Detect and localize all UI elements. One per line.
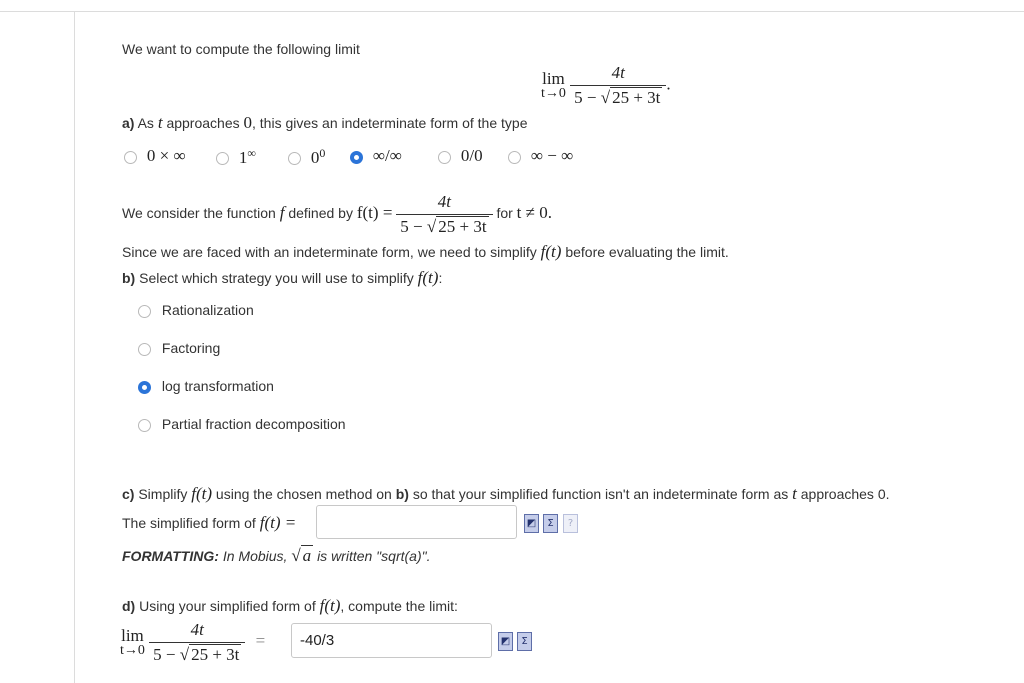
intro-text: We want to compute the following limit xyxy=(122,41,360,57)
since-text: Since we are faced with an indeterminate form, we need to simplify f(t) before evaluating the limit. xyxy=(122,242,729,261)
part-b-option-3[interactable]: Partial fraction decomposition xyxy=(138,416,346,432)
part-b-question: b) Select which strategy you will use to simplify f(t): xyxy=(122,268,443,287)
radio-a-0[interactable] xyxy=(124,151,137,164)
part-a-option-2[interactable]: $0^0$ xyxy=(288,146,325,168)
function-definition: We consider the function f defined by f(t) = $\frac{4t}{5 - √ 25 + 3t}$ for t ≠ 0. xyxy=(122,192,552,236)
part-a-option-1[interactable]: 1∞ xyxy=(216,146,256,168)
function-fraction: $\frac{4t}{5 - √ 25 + 3t}$ xyxy=(396,192,492,237)
part-d-question: d) Using your simplified form of f(t), compute the limit: xyxy=(122,596,458,615)
part-a-question: a) As t approaches 0, this gives an indeterminate form of the type xyxy=(122,113,528,132)
radio-b-1[interactable] xyxy=(138,343,151,356)
equation-editor-icon[interactable]: Σ xyxy=(517,632,532,651)
radio-b-3[interactable] xyxy=(138,419,151,432)
limit-operator: lim t→0 xyxy=(541,68,566,101)
part-b-option-1[interactable]: Factoring xyxy=(138,340,220,356)
limit-fraction: $\frac{4t}{5 - √ 25 + 3t}$ xyxy=(570,63,666,108)
left-divider xyxy=(74,12,75,683)
preview-icon[interactable]: ◩ xyxy=(498,632,513,651)
part-b-option-0[interactable]: Rationalization xyxy=(138,302,254,318)
simplified-form-input[interactable] xyxy=(316,505,517,539)
help-icon[interactable]: ? xyxy=(563,514,578,533)
top-divider xyxy=(0,11,1024,12)
radio-a-2[interactable] xyxy=(288,152,301,165)
preview-icon[interactable]: ◩ xyxy=(524,514,539,533)
equation-editor-icon[interactable]: Σ xyxy=(543,514,558,533)
radio-a-1[interactable] xyxy=(216,152,229,165)
radio-b-0[interactable] xyxy=(138,305,151,318)
part-d-limit-operator: lim t→0 xyxy=(120,625,145,658)
formatting-note: FORMATTING: In Mobius, √ a is written "sqrt(a)". xyxy=(122,546,431,565)
part-a-option-0[interactable]: 0 × ∞ xyxy=(124,146,186,166)
limit-expression: lim t→0 $\frac{4t}{5 - √ 25 + 3t}$ . xyxy=(541,63,671,107)
part-a-option-3[interactable]: ∞/∞ xyxy=(350,146,402,166)
radio-b-2[interactable] xyxy=(138,381,151,394)
limit-answer-input[interactable]: -40/3 xyxy=(291,623,492,658)
radio-a-5[interactable] xyxy=(508,151,521,164)
part-b-option-2[interactable]: log transformation xyxy=(138,378,274,394)
radio-a-4[interactable] xyxy=(438,151,451,164)
radio-a-3[interactable] xyxy=(350,151,363,164)
simplified-form-label: The simplified form of f(t) = xyxy=(122,513,297,532)
part-d-limit-expression: lim t→0 $\frac{4t}{5 - √ 25 + 3t}$ = xyxy=(120,620,266,664)
part-a-option-4[interactable]: 0/0 xyxy=(438,146,483,166)
part-c-question: c) Simplify f(t) using the chosen method on b) so that your simplified function isn't an indeterminate form as t approaches 0. xyxy=(122,484,890,503)
part-d-fraction: $\frac{4t}{5 - √ 25 + 3t}$ xyxy=(149,620,245,665)
part-a-option-5[interactable]: ∞ − ∞ xyxy=(508,146,573,166)
